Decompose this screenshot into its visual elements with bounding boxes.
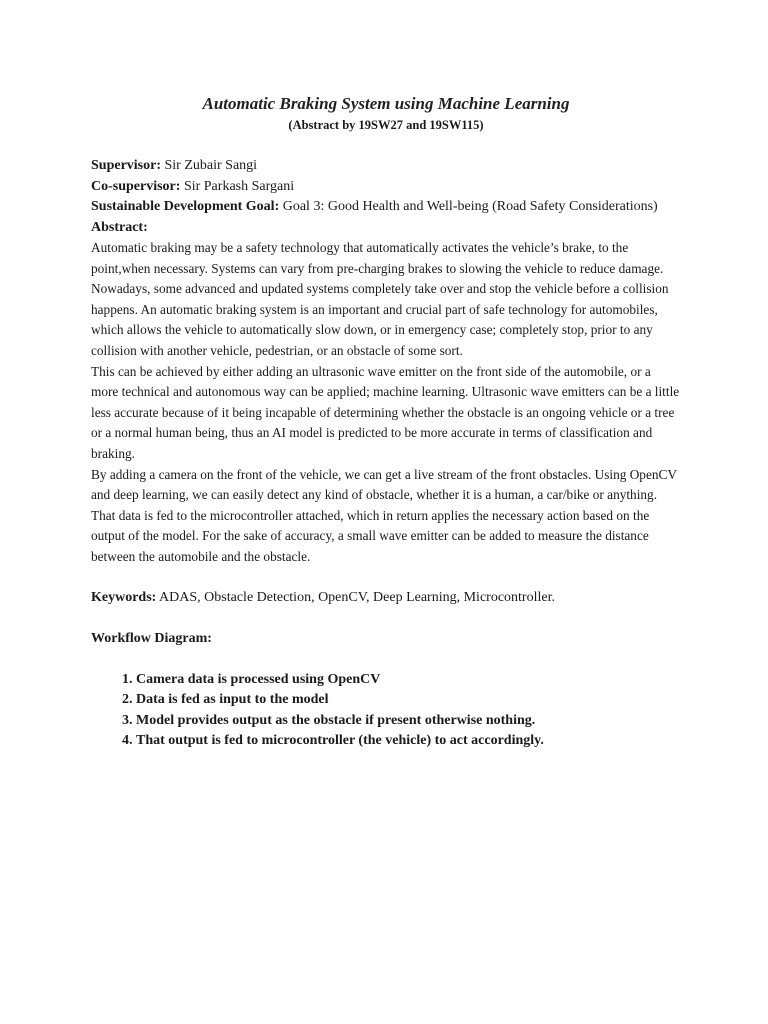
abstract-paragraph-1: Automatic braking may be a safety technology that automatically activates the vehicle’s brake, to the point,when necessary. Systems can vary from pre-charging brakes to slowing the vehicle to reduce damage. Nowadays, some advanced and updated systems completely take over and stop the vehicle before a collision happens. An automatic braking system is an important and crucial part of safe technology for automobiles, which allows the vehicle to automatically slow down, or in emergency case; completely stop, prior to any collision with another vehicle, pedestrian, or an obstacle of some sort. <box>91 240 669 358</box>
workflow-step: 3. Model provides output as the obstacle if present otherwise nothing. <box>136 711 681 732</box>
sdg-line <box>91 197 681 218</box>
supervisor-line <box>91 156 681 177</box>
workflow-steps-list <box>91 670 681 752</box>
sdg-label: Sustainable Development Goal: <box>91 199 280 214</box>
co-supervisor-value: Sir Parkash Sargani <box>180 178 295 194</box>
workflow-heading: Workflow Diagram: <box>91 631 212 646</box>
abstract-heading: Abstract: <box>91 219 148 235</box>
abstract-paragraph-3: By adding a camera on the front of the vehicle, we can get a live stream of the front obstacles. Using OpenCV and deep learning, we can easily detect any kind of obstacle, whether it is a human, a car/bike or anything. That data is fed to the microcontroller attached, which in return applies the necessary action based on the output of the model. For the sake of accuracy, a small wave emitter can be added to measure the distance between the automobile and the obstacle. <box>91 466 677 564</box>
abstract-paragraph-2: This can be achieved by either adding an ultrasonic wave emitter on the front side of the automobile, or a more technical and autonomous way can be applied; machine learning. Ultrasonic wave emitters can be a little less accurate because of it being incapable of determining whether the obstacle is an ongoing vehicle or a tree or a normal human being, thus an AI model is predicted to be more accurate in terms of classification and braking. <box>91 363 680 461</box>
supervisor-label: Supervisor: <box>91 158 161 173</box>
keywords-line <box>91 588 681 609</box>
co-supervisor-label: Co-supervisor: <box>91 178 181 194</box>
workflow-step: 1. Camera data is processed using OpenCV <box>136 670 681 691</box>
workflow-step: 4. That output is fed to microcontroller (the vehicle) to act accordingly. <box>136 731 681 752</box>
document-title: Automatic Braking System using Machine Learning <box>202 94 570 113</box>
co-supervisor-line <box>91 177 681 198</box>
document-subtitle: (Abstract by 19SW27 and 19SW115) <box>288 118 484 132</box>
keywords-label: Keywords: <box>91 589 157 605</box>
workflow-step: 2. Data is fed as input to the model <box>136 690 681 711</box>
sdg-value: Goal 3: Good Health and Well-being (Road Safety Considerations) <box>279 199 658 214</box>
keywords-value: ADAS, Obstacle Detection, OpenCV, Deep Learning, Microcontroller. <box>156 589 555 605</box>
supervisor-value: Sir Zubair Sangi <box>161 158 258 173</box>
document-page <box>91 92 681 752</box>
